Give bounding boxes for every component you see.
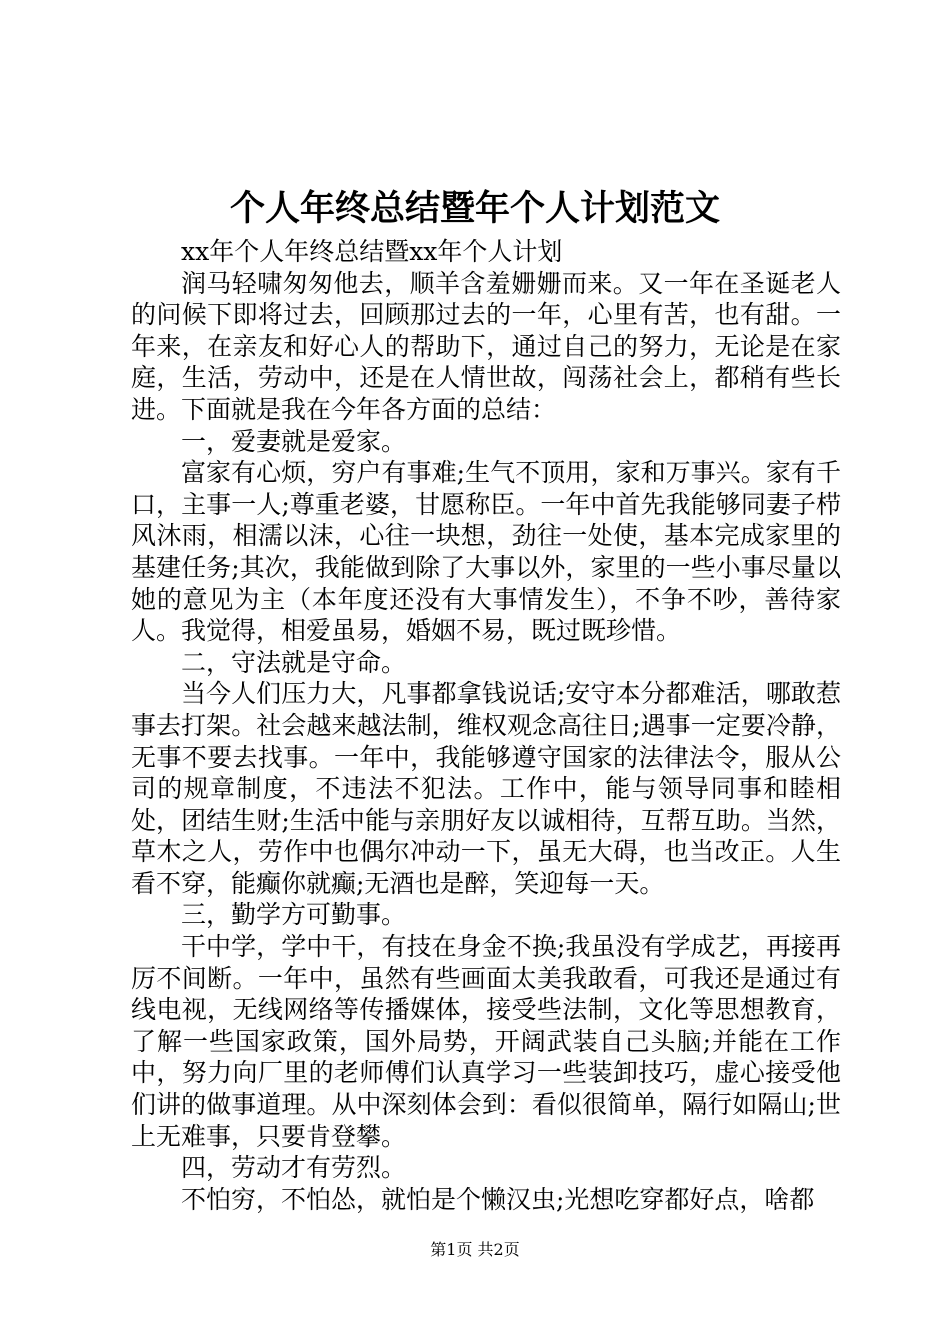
section-heading-1: 一，爱妻就是爱家。 bbox=[181, 426, 407, 456]
subtitle-paragraph: xx年个人年终总结暨xx年个人计划 bbox=[181, 237, 563, 266]
document-body bbox=[131, 236, 841, 1215]
section-heading-4: 四，劳动才有劳烈。 bbox=[181, 1153, 407, 1183]
page-title: 个人年终总结暨年个人计划范文 bbox=[229, 188, 720, 229]
section-heading-2: 二，守法就是守命。 bbox=[181, 647, 407, 677]
section-paragraph-1: 富家有心烦，穷户有事难;生气不顶用，家和万事兴。家有千口，主事一人;尊重老婆，甘愿称臣。一年中首先我能够同妻子栉风沐雨，相濡以沫，心往一块想，劲往一处使，基本完成家里的基建任务;其次，我能做到除了大事以外，家里的一些小事尽量以她的意见为主（本年度还没有大事情发生），不争不吵，善待家人。我觉得，相爱虽易，婚姻不易，既过既珍惜。 bbox=[131, 458, 841, 646]
section-paragraph-3: 干中学，学中干，有技在身金不换;我虽没有学成艺，再接再厉不间断。一年中，虽然有些画面太美我敢看，可我还是通过有线电视，无线网络等传播媒体，接受些法制，文化等思想教育，了解一些国家政策，国外局势，开阔武装自己头脑;并能在工作中，努力向厂里的老师傅们认真学习一些装卸技巧，虚心接受他们讲的做事道理。从中深刻体会到：看似很简单，隔行如隔山;世上无难事，只要肯登攀。 bbox=[131, 932, 841, 1151]
page-number-footer: 第1页 共2页 bbox=[430, 1240, 520, 1259]
section-heading-3: 三，勤学方可勤事。 bbox=[181, 900, 407, 930]
section-paragraph-4: 不怕穷，不怕怂，就怕是个懒汉虫;光想吃穿都好点，啥都 bbox=[181, 1184, 815, 1214]
section-paragraph-2: 当今人们压力大，凡事都拿钱说话;安守本分都难活，哪敢惹事去打架。社会越来越法制，维权观念高往日;遇事一定要冷静，无事不要去找事。一年中，我能够遵守国家的法律法令，服从公司的规章制度，不违法不犯法。工作中，能与领导同事和睦相处，团结生财;生活中能与亲朋好友以诚相待，互帮互助。当然，草木之人，劳作中也偶尔冲动一下，虽无大碍，也当改正。人生看不穿，能癫你就癫;无酒也是醉，笑迎每一天。 bbox=[131, 679, 841, 898]
intro-paragraph: 润马轻啸匆匆他去，顺羊含羞姗姗而来。又一年在圣诞老人的问候下即将过去，回顾那过去的一年，心里有苦，也有甜。一年来，在亲友和好心人的帮助下，通过自己的努力，无论是在家庭，生活，劳动中，还是在人情世故，闯荡社会上，都稍有些长进。下面就是我在今年各方面的总结： bbox=[131, 268, 841, 424]
